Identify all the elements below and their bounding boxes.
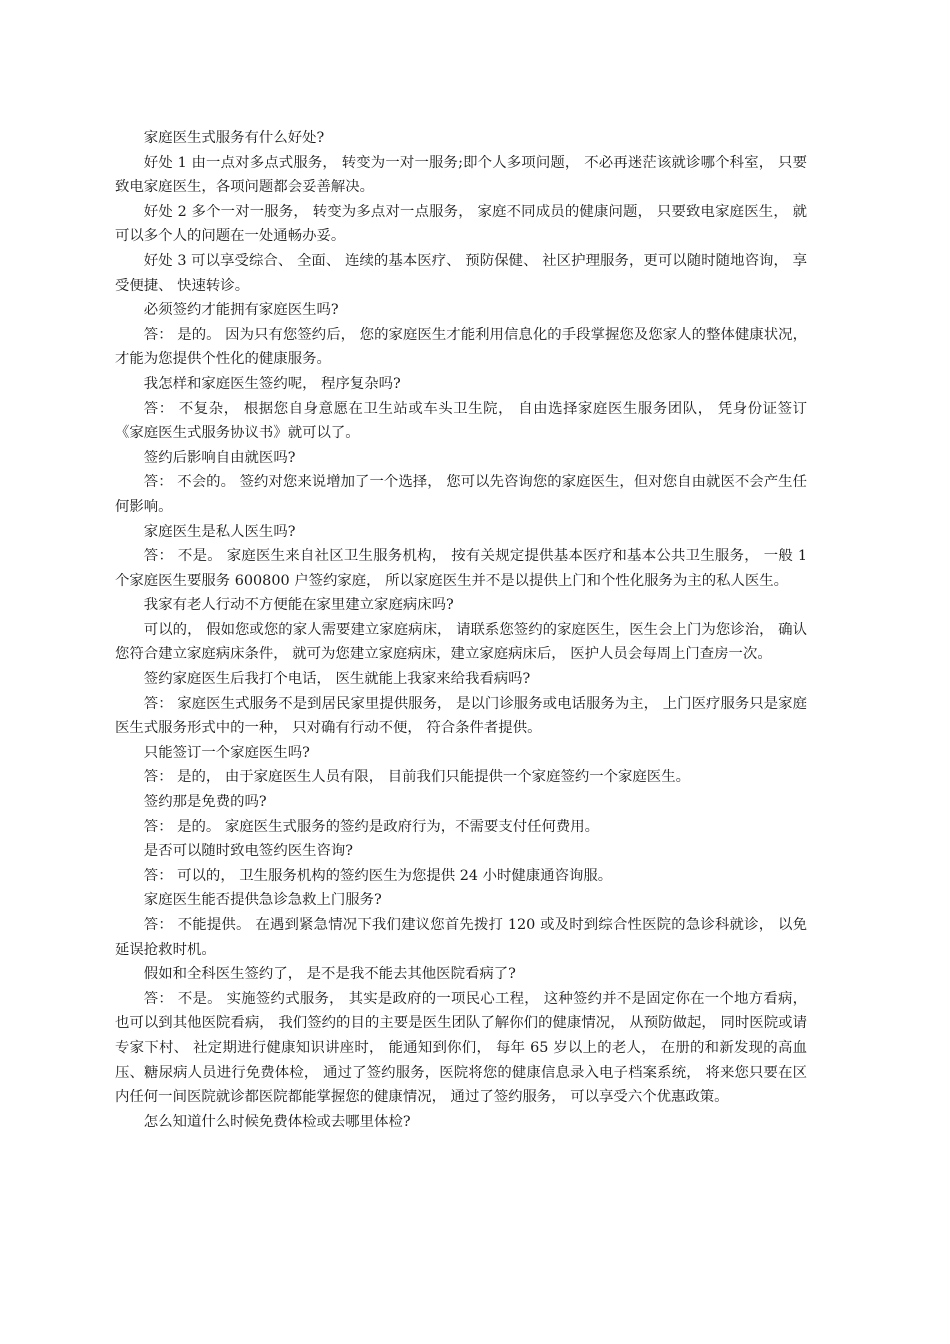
answer-call-anytime: 答： 可以的， 卫生服务机构的签约医生为您提供 24 小时健康通咨询服。 xyxy=(143,867,613,884)
benefit-3: 好处 3 可以享受综合、 全面、 连续的基本医疗、 预防保健、 社区护理服务，更可以随时随地咨询， 享受便捷、 快速转诊。 xyxy=(115,252,807,294)
document-body xyxy=(115,126,807,1134)
question-free: 签约那是免费的吗? xyxy=(143,794,267,811)
question-home-visit: 签约家庭医生后我打个电话， 医生就能上我家来给我看病吗? xyxy=(143,671,531,688)
answer-emergency: 答： 不能提供。 在遇到紧急情况下我们建议您首先拨打 120 或及时到综合性医院的急诊科就诊， 以免延误抢救时机。 xyxy=(115,917,807,958)
question-call-anytime: 是否可以随时致电签约医生咨询? xyxy=(143,843,353,860)
answer-home-visit: 答： 家庭医生式服务不是到居民家里提供服务， 是以门诊服务或电话服务为主， 上门医疗服务只是家庭医生式服务形式中的一种， 只对确有行动不便， 符合条件者提供。 xyxy=(115,695,807,737)
answer-free: 答： 是的。 家庭医生式服务的签约是政府行为，不需要支付任何费用。 xyxy=(143,818,600,835)
question-benefits: 家庭医生式服务有什么好处? xyxy=(143,130,325,146)
question-checkup: 怎么知道什么时候免费体检或去哪里体检? xyxy=(143,1113,411,1130)
answer-must-sign: 答： 是的。 因为只有您签约后， 您的家庭医生才能利用信息化的手段掌握您及您家人的整体健康状况， 才能为您提供个性化的健康服务。 xyxy=(115,326,807,368)
question-other-hospitals: 假如和全科医生签约了， 是不是我不能去其他医院看病了? xyxy=(143,966,516,983)
question-free-choice: 签约后影响自由就医吗? xyxy=(143,449,296,466)
answer-other-hospitals: 答： 不是。 实施签约式服务， 其实是政府的一项民心工程， 这种签约并不是固定你在一个地方看病， 也可以到其他医院看病， 我们签约的目的主要是医生团队了解你们的健康情况， 从预防做起， 同时医院或请专家下村、 社定期进行健康知识讲座时， 能通知到你们， 每年 65 岁以上的老人， 在册的和新发现的高血压、糖尿病人员进行免费体检， 通过了签约服务，医院将您的健康信息录入电子档案系统， 将来您只要在区内任何一间医院就诊都医院都能掌握您的健康情况， 通过了签约服务， 可以享受六个优惠政策。 xyxy=(115,990,807,1106)
benefit-2: 好处 2 多个一对一服务， 转变为多点对一点服务， 家庭不同成员的健康问题， 只要致电家庭医生， 就可以多个人的问题在一处通畅办妥。 xyxy=(115,203,807,245)
answer-free-choice: 答： 不会的。 签约对您来说增加了一个选择， 您可以先咨询您的家庭医生，但对您自由就医不会产生任何影响。 xyxy=(115,474,807,515)
answer-one-doctor: 答： 是的， 由于家庭医生人员有限， 目前我们只能提供一个家庭签约一个家庭医生。 xyxy=(143,769,690,786)
question-one-doctor: 只能签订一个家庭医生吗? xyxy=(143,744,310,761)
question-private-doctor: 家庭医生是私人医生吗? xyxy=(143,523,296,540)
question-must-sign: 必须签约才能拥有家庭医生吗? xyxy=(143,302,339,319)
answer-home-bed: 可以的， 假如您或您的家人需要建立家庭病床， 请联系您签约的家庭医生，医生会上门为您诊治， 确认您符合建立家庭病床条件， 就可为您建立家庭病床，建立家庭病床后， 医护人员会每周上门查房一次。 xyxy=(115,621,807,663)
question-how-to-sign: 我怎样和家庭医生签约呢， 程序复杂吗? xyxy=(143,375,401,392)
answer-how-to-sign: 答： 不复杂， 根据您自身意愿在卫生站或车头卫生院， 自由选择家庭医生服务团队， 凭身份证签订《家庭医生式服务协议书》就可以了。 xyxy=(115,400,807,442)
benefit-1: 好处 1 由一点对多点式服务， 转变为一对一服务;即个人多项问题， 不必再迷茫该就诊哪个科室， 只要致电家庭医生，各项问题都会妥善解决。 xyxy=(115,154,807,196)
question-home-bed: 我家有老人行动不方便能在家里建立家庭病床吗? xyxy=(143,597,454,614)
answer-private-doctor: 答： 不是。 家庭医生来自社区卫生服务机构， 按有关规定提供基本医疗和基本公共卫生服务， 一般 1 个家庭医生要服务 600800 户签约家庭， 所以家庭医生并不是以提供上门和个性化服务为主的私人医生。 xyxy=(115,548,807,589)
question-emergency: 家庭医生能否提供急诊急救上门服务? xyxy=(143,892,382,909)
